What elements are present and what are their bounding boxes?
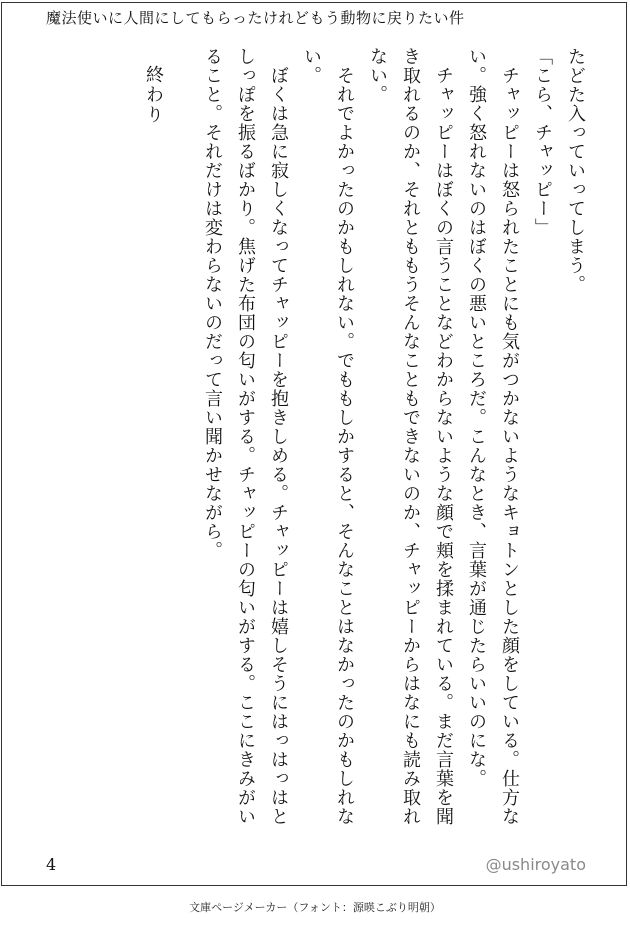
book-page [1, 2, 627, 886]
page-number: 4 [46, 855, 57, 874]
paragraph: 「こら、チャッピー」 [532, 47, 553, 237]
paragraph: それでよかったのかもしれない。でももしかすると、そんなことはなかったのかもしれない。 [301, 47, 355, 826]
ending-mark: 終わり [143, 65, 164, 125]
body-text [132, 47, 592, 827]
paragraph: たどた入っていってしまう。 [565, 47, 586, 294]
paragraph: チャッピーは怒られたことにも気がつかないようなキョトンとした顔をしている。仕方ない。強く怒れないのはぼくの悪いところだ。こんなとき、言葉が通じたらいいのにな。 [466, 47, 520, 826]
footer-credit: 文庫ページメーカー（フォント：源暎こぶり明朝） [189, 901, 441, 914]
author-handle: @ushiroyato [485, 855, 586, 874]
running-head: 魔法使いに人間にしてもらったけれどもう動物に戻りたい件 [46, 9, 465, 27]
paragraph: チャッピーはぼくの言うことなどわからないような顔で頬を揉まれている。まだ言葉を聞き取れるのか、それとももうそんなこともできないのか、チャッピーからはなにも読み取れない。 [367, 47, 454, 826]
paragraph: ぼくは急に寂しくなってチャッピーを抱きしめる。チャッピーは嬉しそうにはっはっはとしっぽを振るばかり。焦げた布団の匂いがする。チャッピーの匂いがする。ここにきみがいること。それだけは変わらないのだって言い聞かせながら。 [202, 47, 289, 826]
